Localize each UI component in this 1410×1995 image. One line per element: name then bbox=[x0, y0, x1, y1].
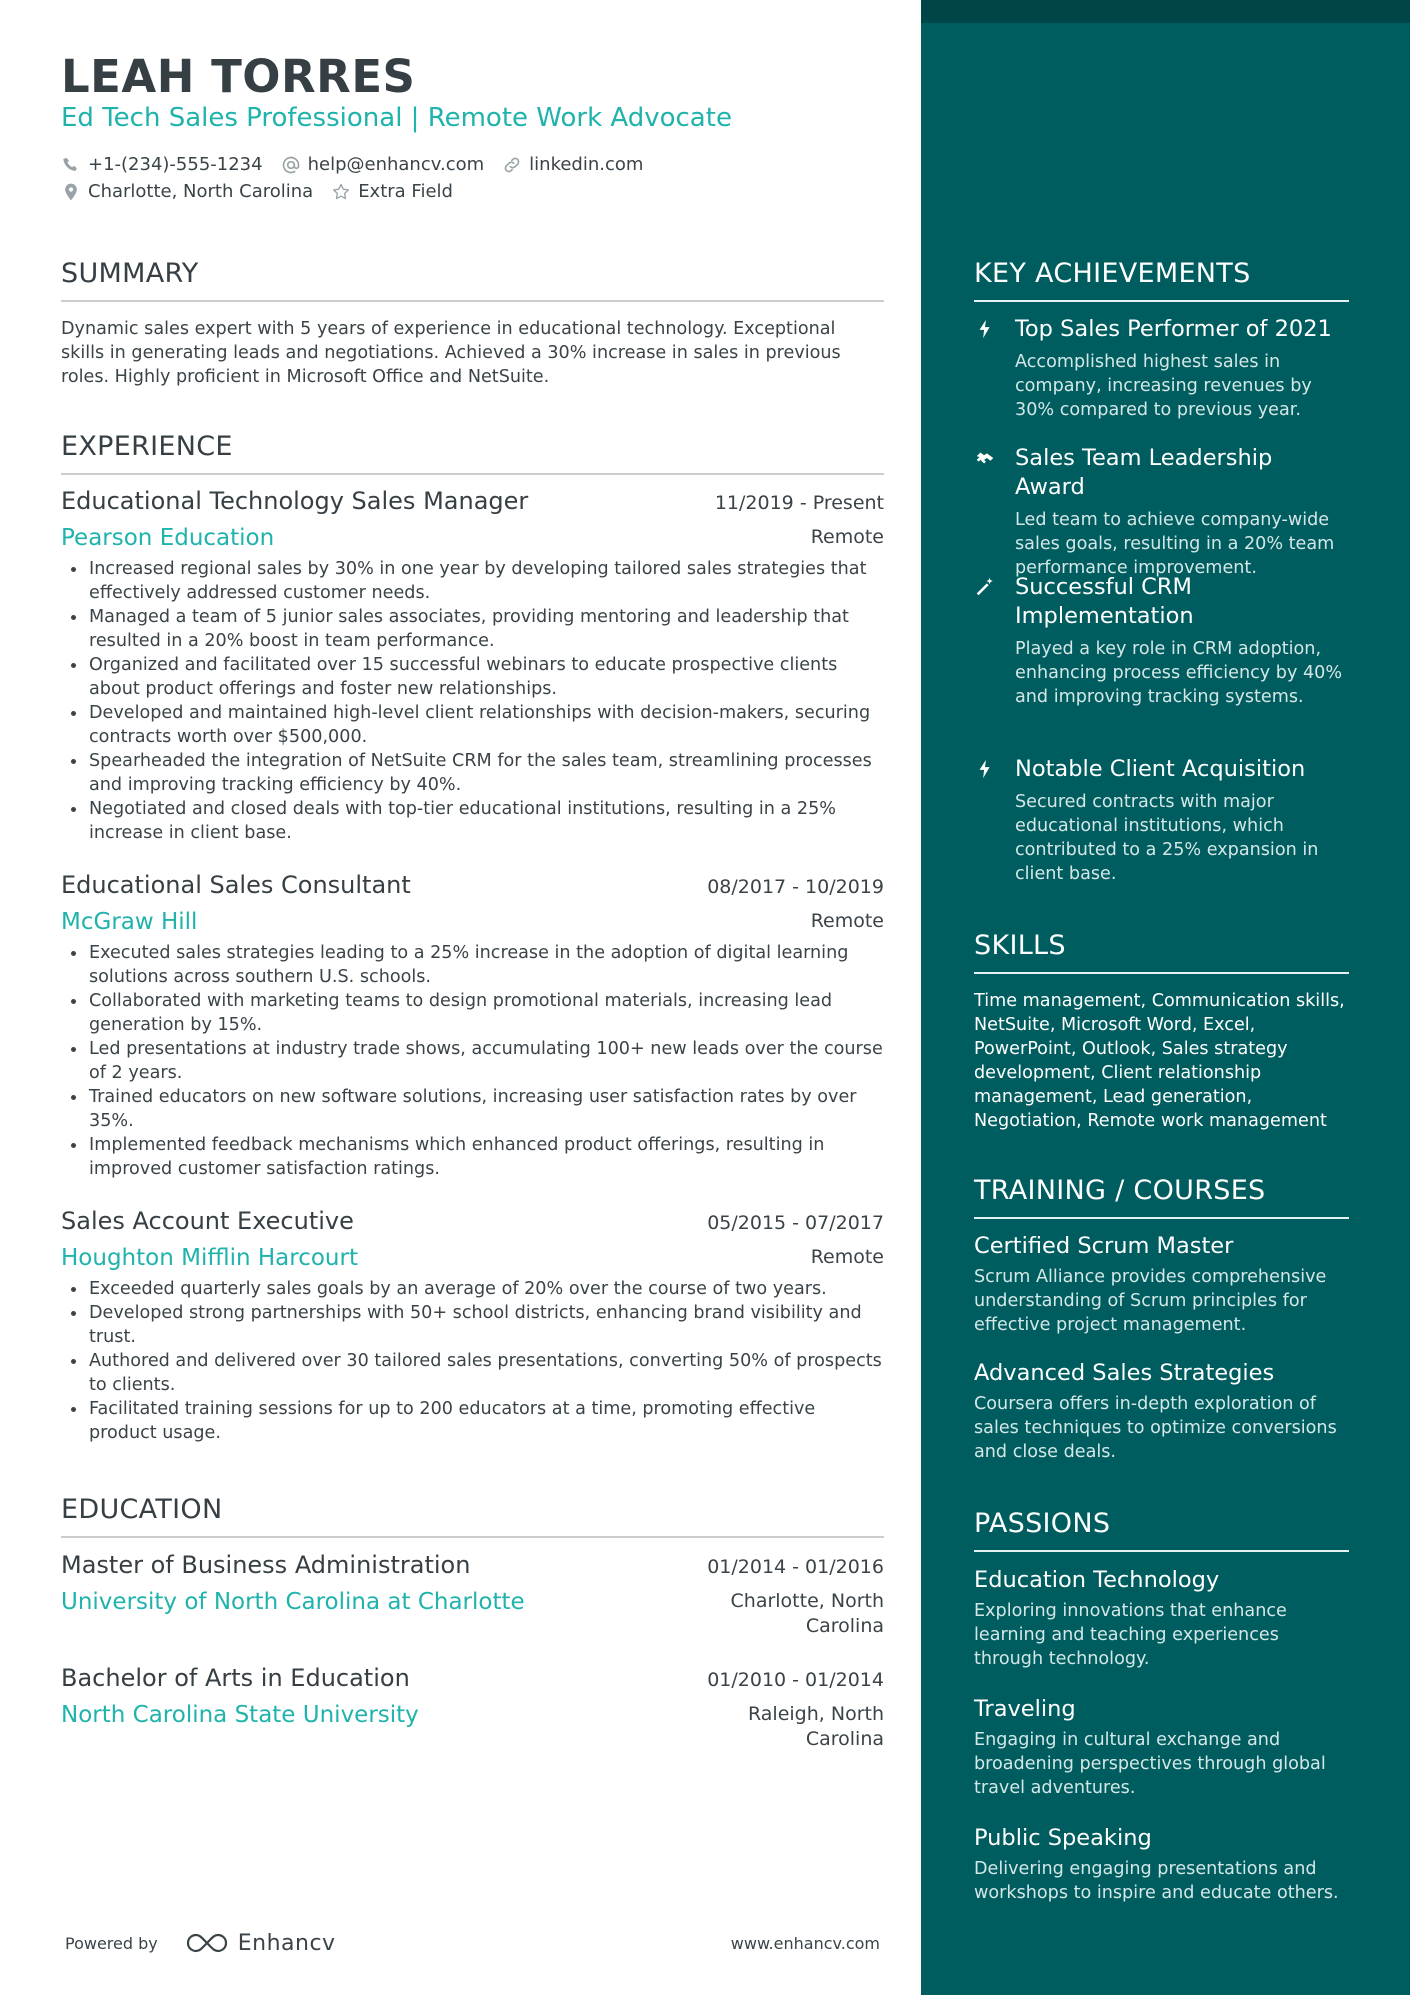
footer bbox=[65, 1930, 880, 1956]
sidebar-top-band bbox=[921, 0, 1410, 23]
achievement-title: Top Sales Performer of 2021 bbox=[1015, 316, 1332, 342]
training-desc: Scrum Alliance provides comprehensive understanding of Scrum principles for effective project management. bbox=[974, 1267, 1327, 1335]
lightning-icon bbox=[974, 318, 996, 340]
training-title: Certified Scrum Master bbox=[974, 1233, 1234, 1259]
job-title: Educational Sales Consultant bbox=[61, 871, 411, 899]
powered-by bbox=[65, 1930, 336, 1956]
training-title: Advanced Sales Strategies bbox=[974, 1360, 1275, 1386]
powered-by-label: Powered by bbox=[65, 1933, 158, 1953]
bullet-item: Developed strong partnerships with 50+ school districts, enhancing brand visibility and trust. bbox=[61, 1301, 884, 1349]
degree-title: Bachelor of Arts in Education bbox=[61, 1664, 410, 1692]
linkedin-text: linkedin.com bbox=[529, 154, 644, 175]
website-link[interactable]: www.enhancv.com bbox=[730, 1933, 880, 1953]
job-title: Sales Account Executive bbox=[61, 1207, 354, 1235]
summary-heading: SUMMARY bbox=[61, 258, 884, 302]
passion-item bbox=[974, 1695, 1349, 1800]
achievement-title: Sales Team Leadership Award bbox=[1015, 445, 1273, 500]
bullet-item: Trained educators on new software solutions, increasing user satisfaction rates by over 35%. bbox=[61, 1085, 884, 1133]
bullet-item: Implemented feedback mechanisms which enhanced product offerings, resulting in improved customer satisfaction ratings. bbox=[61, 1133, 884, 1181]
bullet-item: Spearheaded the integration of NetSuite CRM for the sales team, streamlining processes and improving tracking efficiency by 40%. bbox=[61, 749, 884, 797]
training-heading: TRAINING / COURSES bbox=[974, 1175, 1349, 1219]
contact-phone[interactable] bbox=[61, 154, 263, 175]
extra-text: Extra Field bbox=[358, 181, 453, 202]
job-location: Remote bbox=[810, 910, 884, 932]
job-title: Educational Technology Sales Manager bbox=[61, 487, 529, 515]
achievement-item bbox=[974, 315, 1349, 422]
job-location: Remote bbox=[810, 526, 884, 548]
enhancv-logo-icon bbox=[184, 1930, 230, 1956]
contact-row-2 bbox=[61, 178, 661, 205]
company-name: Houghton Mifflin Harcourt bbox=[61, 1245, 358, 1271]
contact-email[interactable] bbox=[281, 154, 485, 175]
training-item bbox=[974, 1232, 1349, 1337]
company-name: Pearson Education bbox=[61, 525, 275, 551]
bullet-item: Collaborated with marketing teams to design promotional materials, increasing lead generation by 15%. bbox=[61, 989, 884, 1037]
contact-info bbox=[61, 151, 661, 205]
summary-text: Dynamic sales expert with 5 years of experience in educational technology. Exceptional skills in generating leads and negotiations. Achieved a 30% increase in sales in previous roles. Highly proficient in Microsoft Office and NetSuite. bbox=[61, 319, 841, 387]
bullet-item: Led presentations at industry trade shows, accumulating 100+ new leads over the course of 2 years. bbox=[61, 1037, 884, 1085]
bullet-item: Exceeded quarterly sales goals by an average of 20% over the course of two years. bbox=[61, 1277, 884, 1301]
education-heading: EDUCATION bbox=[61, 1494, 884, 1538]
degree-title: Master of Business Administration bbox=[61, 1551, 471, 1579]
education-location: Raleigh, North Carolina bbox=[748, 1703, 884, 1750]
school-name: North Carolina State University bbox=[61, 1702, 419, 1728]
star-icon bbox=[331, 182, 351, 202]
school-name: University of North Carolina at Charlotte bbox=[61, 1589, 525, 1615]
job-dates: 11/2019 - Present bbox=[714, 492, 884, 514]
achievement-desc: Secured contracts with major educational institutions, which contributed to a 25% expansion in client base. bbox=[1015, 792, 1319, 884]
contact-extra bbox=[331, 181, 453, 202]
bullet-item: Increased regional sales by 30% in one year by developing tailored sales strategies that effectively addressed customer needs. bbox=[61, 557, 884, 605]
bullet-item: Facilitated training sessions for up to 200 educators at a time, promoting effective product usage. bbox=[61, 1397, 884, 1445]
bullet-item: Organized and facilitated over 15 successful webinars to educate prospective clients about product offerings and foster new relationships. bbox=[61, 653, 884, 701]
bullet-item: Authored and delivered over 30 tailored sales presentations, converting 50% of prospects to clients. bbox=[61, 1349, 884, 1397]
passion-title: Public Speaking bbox=[974, 1825, 1152, 1851]
training-desc: Coursera offers in-depth exploration of sales techniques to optimize conversions and close deals. bbox=[974, 1394, 1337, 1462]
link-icon bbox=[502, 155, 522, 175]
contact-location bbox=[61, 181, 313, 202]
achievement-item bbox=[974, 444, 1349, 580]
education-entry-2 bbox=[61, 1664, 884, 1752]
passion-desc: Exploring innovations that enhance learning and teaching experiences through technology. bbox=[974, 1601, 1287, 1669]
passion-item bbox=[974, 1566, 1349, 1671]
experience-heading: EXPERIENCE bbox=[61, 431, 884, 475]
experience-entry-2 bbox=[61, 871, 884, 1181]
handshake-icon bbox=[974, 447, 996, 469]
achievement-item bbox=[974, 755, 1349, 886]
experience-entry-3 bbox=[61, 1207, 884, 1445]
email-text: help@enhancv.com bbox=[307, 154, 485, 175]
passion-title: Education Technology bbox=[974, 1567, 1220, 1593]
education-location: Charlotte, North Carolina bbox=[730, 1590, 884, 1637]
at-icon bbox=[281, 155, 301, 175]
job-bullets bbox=[61, 941, 884, 1181]
lightning-icon bbox=[974, 758, 996, 780]
candidate-tagline: Ed Tech Sales Professional | Remote Work Advocate bbox=[61, 103, 732, 133]
achievement-title: Notable Client Acquisition bbox=[1015, 756, 1306, 782]
phone-text: +1-(234)-555-1234 bbox=[88, 154, 263, 175]
education-dates: 01/2014 - 01/2016 bbox=[707, 1556, 884, 1578]
passion-desc: Delivering engaging presentations and workshops to inspire and educate others. bbox=[974, 1859, 1339, 1903]
experience-entry-1 bbox=[61, 487, 884, 845]
phone-icon bbox=[61, 155, 81, 175]
passion-desc: Engaging in cultural exchange and broadening perspectives through global travel adventures. bbox=[974, 1730, 1326, 1798]
bullet-item: Developed and maintained high-level client relationships with decision-makers, securing contracts worth over $500,000. bbox=[61, 701, 884, 749]
passion-item bbox=[974, 1824, 1349, 1905]
location-text: Charlotte, North Carolina bbox=[88, 181, 314, 202]
achievements-heading: KEY ACHIEVEMENTS bbox=[974, 258, 1349, 302]
job-location: Remote bbox=[810, 1246, 884, 1268]
candidate-name: LEAH TORRES bbox=[61, 50, 416, 103]
contact-row-1 bbox=[61, 151, 661, 178]
job-bullets bbox=[61, 1277, 884, 1445]
bullet-item: Executed sales strategies leading to a 25% increase in the adoption of digital learning solutions across southern U.S. schools. bbox=[61, 941, 884, 989]
contact-linkedin[interactable] bbox=[502, 154, 643, 175]
skills-text: Time management, Communication skills, NetSuite, Microsoft Word, Excel, PowerPoint, Outlook, Sales strategy development, Client relationship management, Lead generation, Negotiation, Remote work management bbox=[974, 991, 1345, 1131]
training-item bbox=[974, 1359, 1349, 1464]
passion-title: Traveling bbox=[974, 1696, 1076, 1722]
job-bullets bbox=[61, 557, 884, 845]
achievement-desc: Led team to achieve company-wide sales goals, resulting in a 20% team performance improvement. bbox=[1015, 510, 1335, 578]
bullet-item: Managed a team of 5 junior sales associates, providing mentoring and leadership that resulted in a 20% boost in team performance. bbox=[61, 605, 884, 653]
achievement-title: Successful CRM Implementation bbox=[1015, 574, 1194, 629]
passions-heading: PASSIONS bbox=[974, 1508, 1349, 1552]
job-dates: 08/2017 - 10/2019 bbox=[707, 876, 884, 898]
brand-name: Enhancv bbox=[237, 1930, 336, 1956]
achievement-desc: Played a key role in CRM adoption, enhancing process efficiency by 40% and improving tracking systems. bbox=[1015, 639, 1343, 707]
company-name: McGraw Hill bbox=[61, 909, 198, 935]
location-pin-icon bbox=[61, 182, 81, 202]
education-dates: 01/2010 - 01/2014 bbox=[707, 1669, 884, 1691]
achievement-desc: Accomplished highest sales in company, increasing revenues by 30% compared to previous year. bbox=[1015, 352, 1312, 420]
achievement-item bbox=[974, 573, 1349, 709]
education-entry-1 bbox=[61, 1551, 884, 1639]
job-dates: 05/2015 - 07/2017 bbox=[707, 1212, 884, 1234]
sidebar bbox=[921, 0, 1410, 1995]
magic-wand-icon bbox=[974, 576, 996, 598]
bullet-item: Negotiated and closed deals with top-tier educational institutions, resulting in a 25% increase in client base. bbox=[61, 797, 884, 845]
brand-logo[interactable] bbox=[184, 1930, 336, 1956]
skills-heading: SKILLS bbox=[974, 930, 1349, 974]
